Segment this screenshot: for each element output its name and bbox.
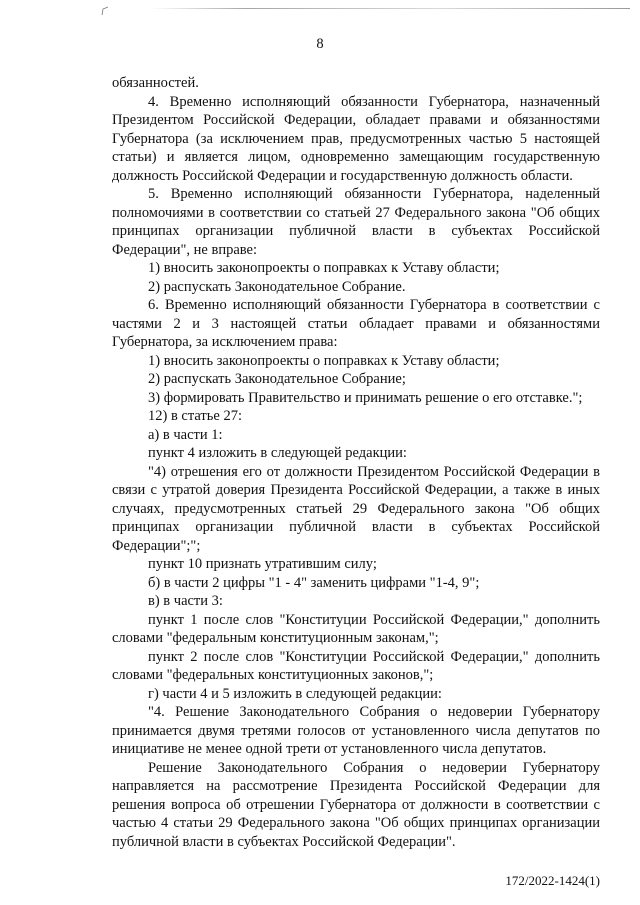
paragraph: "4. Решение Законодательного Собрания о недоверии Губернатору принимается двумя третями голосов от установленного числа депутатов по инициативе не менее одной трети от установленного числа депутатов. xyxy=(112,704,600,757)
paragraph: г) части 4 и 5 изложить в следующей редакции: xyxy=(148,685,442,702)
paragraph: пункт 1 после слов "Конституции Российской Федерации," дополнить словами "федеральным конституционным законам,"; xyxy=(112,611,600,646)
paragraph: 3) формировать Правительство и принимать решение о его отставке."; xyxy=(148,389,583,406)
document-body xyxy=(112,74,600,851)
paragraph: "4) отрешения его от должности Президентом Российской Федерации в связи с утратой доверия Президента Российской Федерации, а также в иных случаях, предусмотренных статьей 29 Федерального закона "Об общих принципах организации публичной власти в субъектах Российской Федерации";"; xyxy=(112,463,600,554)
paragraph: пункт 2 после слов "Конституции Российской Федерации," дополнить словами "федеральных конституционных законов,"; xyxy=(112,648,600,683)
paragraph: пункт 10 признать утратившим силу; xyxy=(148,556,377,572)
paragraph: а) в части 1: xyxy=(148,426,223,443)
paragraph: б) в части 2 цифры "1 - 4" заменить цифрами "1-4, 9"; xyxy=(148,574,480,591)
paragraph: 4. Временно исполняющий обязанности Губернатора, назначенный Президентом Российской Федерации, обладает правами и обязанностями Губернатора (за исключением прав, предусмотренных частью 5 настоящей статьи) и является лицом, одновременно замещающим государственную должность Российской Федерации и государственную должность области. xyxy=(112,93,600,184)
paragraph: пункт 4 изложить в следующей редакции: xyxy=(148,445,407,461)
scan-artifact-mark xyxy=(100,6,110,16)
paragraph: 2) распускать Законодательное Собрание. xyxy=(148,278,406,295)
paragraph: 5. Временно исполняющий обязанности Губернатора, наделенный полномочиями в соответствии со статьей 27 Федерального закона "Об общих принципах организации публичной власти в субъектах Российской Федерации", не вправе: xyxy=(112,186,600,258)
paragraph: в) в части 3: xyxy=(148,593,223,609)
page-number: 8 xyxy=(316,36,324,52)
document-code: 172/2022-1424(1) xyxy=(505,873,600,888)
paragraph: обязанностей. xyxy=(112,75,199,91)
paragraph: 2) распускать Законодательное Собрание; xyxy=(148,371,406,387)
paragraph: 1) вносить законопроекты о поправках к Уставу области; xyxy=(148,260,500,276)
paragraph: 12) в статье 27: xyxy=(148,408,242,424)
paragraph: 1) вносить законопроекты о поправках к Уставу области; xyxy=(148,352,500,369)
paragraph: 6. Временно исполняющий обязанности Губернатора в соответствии с частями 2 и 3 настоящей статьи обладает правами и обязанностями Губернатора, за исключением права: xyxy=(112,297,600,350)
paragraph: Решение Законодательного Собрания о недоверии Губернатору направляется на рассмотрение Президента Российской Федерации для решения вопроса об отрешении Губернатора от должности в соответствии с частью 4 статьи 29 Федерального закона "Об общих принципах организации публичной власти в субъектах Российской Федерации". xyxy=(112,759,600,850)
scan-edge-line xyxy=(150,8,630,9)
